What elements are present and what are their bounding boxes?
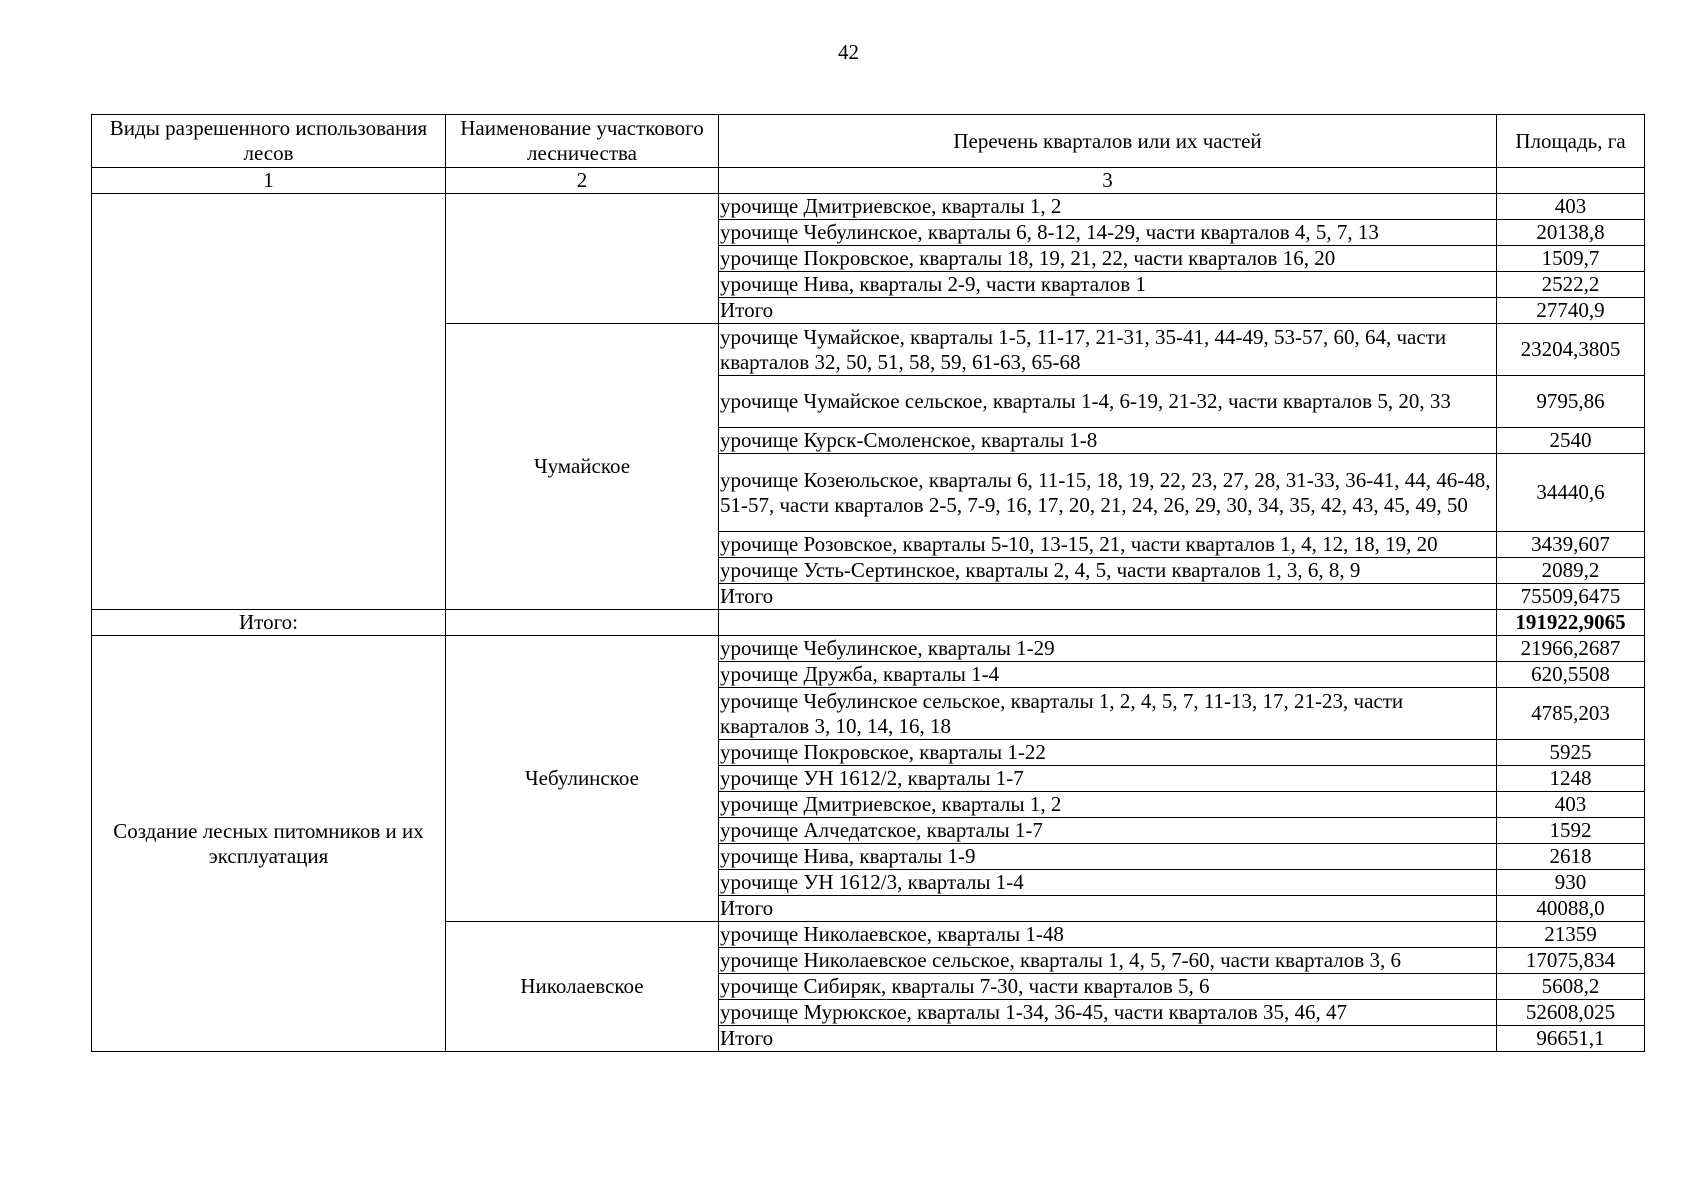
area-value: 403 (1497, 792, 1645, 818)
subtotal-area: 96651,1 (1497, 1026, 1645, 1052)
district-name: Николаевское (446, 922, 719, 1052)
quarter-text: урочище Козеюльское, кварталы 6, 11-15, 18, 19, 22, 23, 27, 28, 31-33, 36-41, 44, 46-48, 51-57, части кварталов 2-5, 7-9, 16, 17, 20, 21, 24, 26, 29, 30, 34, 35, 42, 43, 45, 49, 50 (719, 454, 1497, 532)
quarter-text: урочище Курск-Смоленское, кварталы 1-8 (719, 428, 1497, 454)
column-number: 1 (92, 168, 446, 194)
quarter-text: урочище Чебулинское, кварталы 6, 8-12, 14-29, части кварталов 4, 5, 7, 13 (719, 220, 1497, 246)
area-value: 403 (1497, 194, 1645, 220)
area-value: 620,5508 (1497, 662, 1645, 688)
empty-cell (719, 610, 1497, 636)
area-value: 5608,2 (1497, 974, 1645, 1000)
area-value: 1592 (1497, 818, 1645, 844)
subtotal-area: 40088,0 (1497, 896, 1645, 922)
quarter-text: урочище Покровское, кварталы 18, 19, 21, 22, части кварталов 16, 20 (719, 246, 1497, 272)
area-value: 17075,834 (1497, 948, 1645, 974)
subtotal-label: Итого (719, 584, 1497, 610)
use-type-cell-empty (92, 194, 446, 610)
quarter-text: урочище Дмитриевское, кварталы 1, 2 (719, 792, 1497, 818)
quarter-text: урочище Чебулинское, кварталы 1-29 (719, 636, 1497, 662)
quarter-text: урочище УН 1612/2, кварталы 1-7 (719, 766, 1497, 792)
quarter-text: урочище Чебулинское сельское, кварталы 1, 2, 4, 5, 7, 11-13, 17, 21-23, части кварталов 3, 10, 14, 16, 18 (719, 688, 1497, 740)
table-row (92, 636, 1645, 662)
column-number: 2 (446, 168, 719, 194)
empty-cell (446, 610, 719, 636)
district-name: Чебулинское (446, 636, 719, 922)
header-district: Наименование участкового лесничества (446, 115, 719, 168)
area-value: 23204,3805 (1497, 324, 1645, 376)
page-number: 42 (838, 40, 859, 64)
column-number-row (92, 168, 1645, 194)
district-name: Чумайское (446, 324, 719, 610)
quarter-text: урочище Алчедатское, кварталы 1-7 (719, 818, 1497, 844)
district-cell-empty (446, 194, 719, 324)
quarter-text: урочище Нива, кварталы 2-9, части кварталов 1 (719, 272, 1497, 298)
subtotal-area: 27740,9 (1497, 298, 1645, 324)
quarter-text: урочище Чумайское, кварталы 1-5, 11-17, 21-31, 35-41, 44-49, 53-57, 60, 64, части кварталов 32, 50, 51, 58, 59, 61-63, 65-68 (719, 324, 1497, 376)
area-value: 1248 (1497, 766, 1645, 792)
header-area: Площадь, га (1497, 115, 1645, 168)
area-value: 1509,7 (1497, 246, 1645, 272)
quarter-text: урочище Покровское, кварталы 1-22 (719, 740, 1497, 766)
quarter-text: урочище Розовское, кварталы 5-10, 13-15, 21, части кварталов 1, 4, 12, 18, 19, 20 (719, 532, 1497, 558)
column-number (1497, 168, 1645, 194)
quarter-text: урочище Нива, кварталы 1-9 (719, 844, 1497, 870)
subtotal-area: 75509,6475 (1497, 584, 1645, 610)
subtotal-label: Итого (719, 896, 1497, 922)
table-row (92, 194, 1645, 220)
header-quarters: Перечень кварталов или их частей (719, 115, 1497, 168)
use-type-name: Создание лесных питомников и их эксплуатация (92, 636, 446, 1052)
quarter-text: урочище Чумайское сельское, кварталы 1-4, 6-19, 21-32, части кварталов 5, 20, 33 (719, 376, 1497, 428)
grand-total-row (92, 610, 1645, 636)
forest-use-table (91, 114, 1645, 1052)
quarter-text: урочище Усть-Сертинское, кварталы 2, 4, 5, части кварталов 1, 3, 6, 8, 9 (719, 558, 1497, 584)
quarter-text: урочище Дмитриевское, кварталы 1, 2 (719, 194, 1497, 220)
area-value: 9795,86 (1497, 376, 1645, 428)
quarter-text: урочище Дружба, кварталы 1-4 (719, 662, 1497, 688)
subtotal-label: Итого (719, 1026, 1497, 1052)
header-use-type: Виды разрешенного использования лесов (92, 115, 446, 168)
area-value: 2540 (1497, 428, 1645, 454)
area-value: 34440,6 (1497, 454, 1645, 532)
quarter-text: урочище Николаевское сельское, кварталы 1, 4, 5, 7-60, части кварталов 3, 6 (719, 948, 1497, 974)
area-value: 20138,8 (1497, 220, 1645, 246)
area-value: 2618 (1497, 844, 1645, 870)
area-value: 3439,607 (1497, 532, 1645, 558)
grand-total-label: Итого: (92, 610, 446, 636)
quarter-text: урочище УН 1612/3, кварталы 1-4 (719, 870, 1497, 896)
area-value: 4785,203 (1497, 688, 1645, 740)
area-value: 52608,025 (1497, 1000, 1645, 1026)
area-value: 21359 (1497, 922, 1645, 948)
area-value: 21966,2687 (1497, 636, 1645, 662)
area-value: 2089,2 (1497, 558, 1645, 584)
quarter-text: урочище Сибиряк, кварталы 7-30, части кварталов 5, 6 (719, 974, 1497, 1000)
grand-total-area: 191922,9065 (1497, 610, 1645, 636)
area-value: 2522,2 (1497, 272, 1645, 298)
header-row (92, 115, 1645, 168)
quarter-text: урочище Николаевское, кварталы 1-48 (719, 922, 1497, 948)
area-value: 5925 (1497, 740, 1645, 766)
quarter-text: урочище Мурюкское, кварталы 1-34, 36-45, части кварталов 35, 46, 47 (719, 1000, 1497, 1026)
area-value: 930 (1497, 870, 1645, 896)
column-number: 3 (719, 168, 1497, 194)
subtotal-label: Итого (719, 298, 1497, 324)
